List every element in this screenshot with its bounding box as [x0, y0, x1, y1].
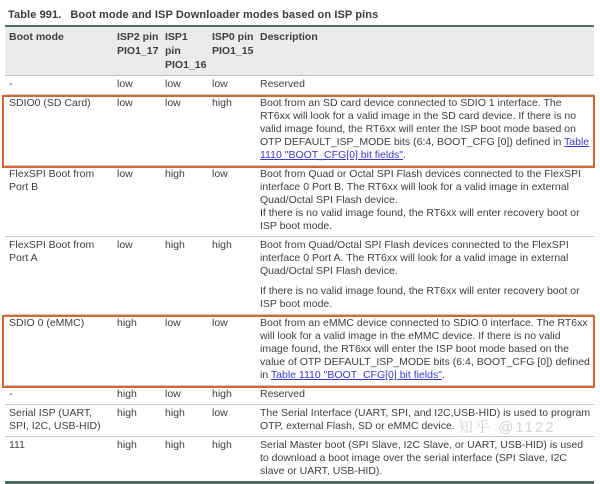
description-cell: [256, 76, 594, 95]
isp2-pin-cell: low: [117, 78, 133, 90]
boot-mode-cell: Serial ISP (UART, SPI, I2C, USB-HID): [5, 405, 113, 437]
description-paragraph: Reserved: [260, 388, 305, 400]
table-row: [5, 237, 594, 315]
boot-mode-cell: FlexSPI Boot from Port A: [5, 237, 113, 315]
isp2-pin-cell: low: [113, 95, 161, 166]
table-row: [5, 315, 594, 386]
col-header-boot-mode: Boot mode: [5, 26, 113, 76]
isp2-pin-cell: low: [113, 237, 161, 315]
cross-reference-link[interactable]: Table 1110 "BOOT_CFG[0] bit fields": [260, 136, 590, 161]
watermark: 知乎 @1122: [458, 419, 556, 436]
col-header-isp0-pin: ISP0 pin PIO1_15: [208, 26, 256, 76]
isp1-pin-cell: high: [161, 437, 208, 483]
col-header-isp1-pin: ISP1 pin PIO1_16: [161, 26, 208, 76]
table-row: [5, 405, 594, 437]
isp1-pin-cell: high: [161, 166, 208, 237]
description-cell: [256, 315, 594, 386]
description-paragraph: Boot from an SD card device connected to SDIO 1 interface. The RT6xx will look for a valid image in the SD card device. If there is no valid image found, the RT6xx will enter the ISP boot mode based on OTP DEFAULT_ISP_MODE bits (6:4, BOOT_CFG [0]) defined in Table 1110 "BOOT_CFG[0] bit fields".: [260, 97, 590, 161]
isp0-pin-cell: low: [212, 78, 228, 90]
description-cell: [256, 166, 594, 237]
table-title: [5, 9, 594, 21]
boot-mode-cell: SDIO 0 (eMMC): [5, 315, 113, 386]
table-row: [5, 386, 594, 405]
isp2-pin-cell: high: [113, 405, 161, 437]
isp0-pin-cell: high: [208, 437, 256, 483]
table-number: Table 991.: [8, 9, 62, 21]
isp1-pin-cell: high: [161, 237, 208, 315]
header-row: [5, 26, 594, 76]
isp0-pin-cell: high: [208, 237, 256, 315]
isp1-pin-cell: low: [161, 386, 208, 405]
col-header-isp2-pin: ISP2 pin PIO1_17: [113, 26, 161, 76]
table-body: [5, 76, 594, 483]
table-row: [5, 166, 594, 237]
isp1-pin-cell: low: [161, 315, 208, 386]
boot-mode-cell: -: [9, 78, 13, 90]
isp0-pin-cell: high: [208, 386, 256, 405]
table-row: [5, 437, 594, 483]
boot-mode-cell: SDIO0 (SD Card): [5, 95, 113, 166]
isp1-pin-cell: low: [165, 78, 181, 90]
col-header-description: Description: [256, 26, 594, 76]
isp1-pin-cell: low: [161, 95, 208, 166]
isp0-pin-cell: low: [208, 166, 256, 237]
isp2-pin-cell: high: [113, 437, 161, 483]
description-cell: [256, 437, 594, 483]
boot-mode-table: [5, 25, 594, 484]
table-caption: Boot mode and ISP Downloader modes based on ISP pins: [70, 9, 379, 21]
isp1-pin-cell: high: [161, 405, 208, 437]
isp0-pin-cell: low: [208, 405, 256, 437]
description-paragraph: The Serial Interface (UART, SPI, and I2C,USB-HID) is used to program OTP, external Flash, SD or eMMC device.: [260, 407, 591, 432]
isp2-pin-cell: low: [113, 166, 161, 237]
description-paragraph: Reserved: [260, 78, 305, 90]
boot-mode-table-wrap: [5, 25, 594, 484]
boot-mode-cell: -: [5, 386, 113, 405]
description-paragraph: If there is no valid image found, the RT6xx will enter recovery boot or ISP boot mode.: [260, 207, 580, 232]
isp2-pin-cell: high: [113, 315, 161, 386]
description-paragraph: Boot from Quad or Octal SPI Flash devices connected to the FlexSPI interface 0 Port B. The RT6xx will look for a valid image in external Quad/Octal SPI Flash device.: [260, 168, 581, 206]
isp0-pin-cell: low: [208, 315, 256, 386]
isp0-pin-cell: high: [208, 95, 256, 166]
description-paragraph: Boot from Quad/Octal SPI Flash devices connected to the FlexSPI interface 0 Port A. The RT6xx will look for a valid image in external Quad/Octal SPI Flash device.: [260, 239, 569, 277]
description-cell: [256, 95, 594, 166]
description-cell: [256, 237, 594, 315]
description-paragraph: Boot from an eMMC device connected to SDIO 0 interface. The RT6xx will look for a valid image in the eMMC device. If there is no valid image found, the RT6xx will enter the ISP boot mode based on the value of OTP DEFAULT_ISP_MODE bits (6:4, BOOT_CFG [0]) defined in Table 1110 "BOOT_CFG[0] bit fields".: [260, 317, 590, 381]
table-row: [5, 95, 594, 166]
description-cell: [256, 405, 594, 437]
isp2-pin-cell: high: [113, 386, 161, 405]
description-cell: [256, 386, 594, 405]
cross-reference-link[interactable]: Table 1110 "BOOT_CFG[0] bit fields": [270, 369, 442, 381]
description-paragraph: Serial Master boot (SPI Slave, I2C Slave, or UART, USB-HID) is used to download a boot image over the serial interface (SPI Slave, I2C slave or UART, USB-HID).: [260, 439, 584, 477]
description-paragraph: If there is no valid image found, the RT6xx will enter recovery boot or ISP boot mode.: [260, 285, 580, 310]
boot-mode-cell: 111: [5, 437, 113, 483]
table-row: [5, 76, 594, 95]
boot-mode-cell: FlexSPI Boot from Port B: [5, 166, 113, 237]
